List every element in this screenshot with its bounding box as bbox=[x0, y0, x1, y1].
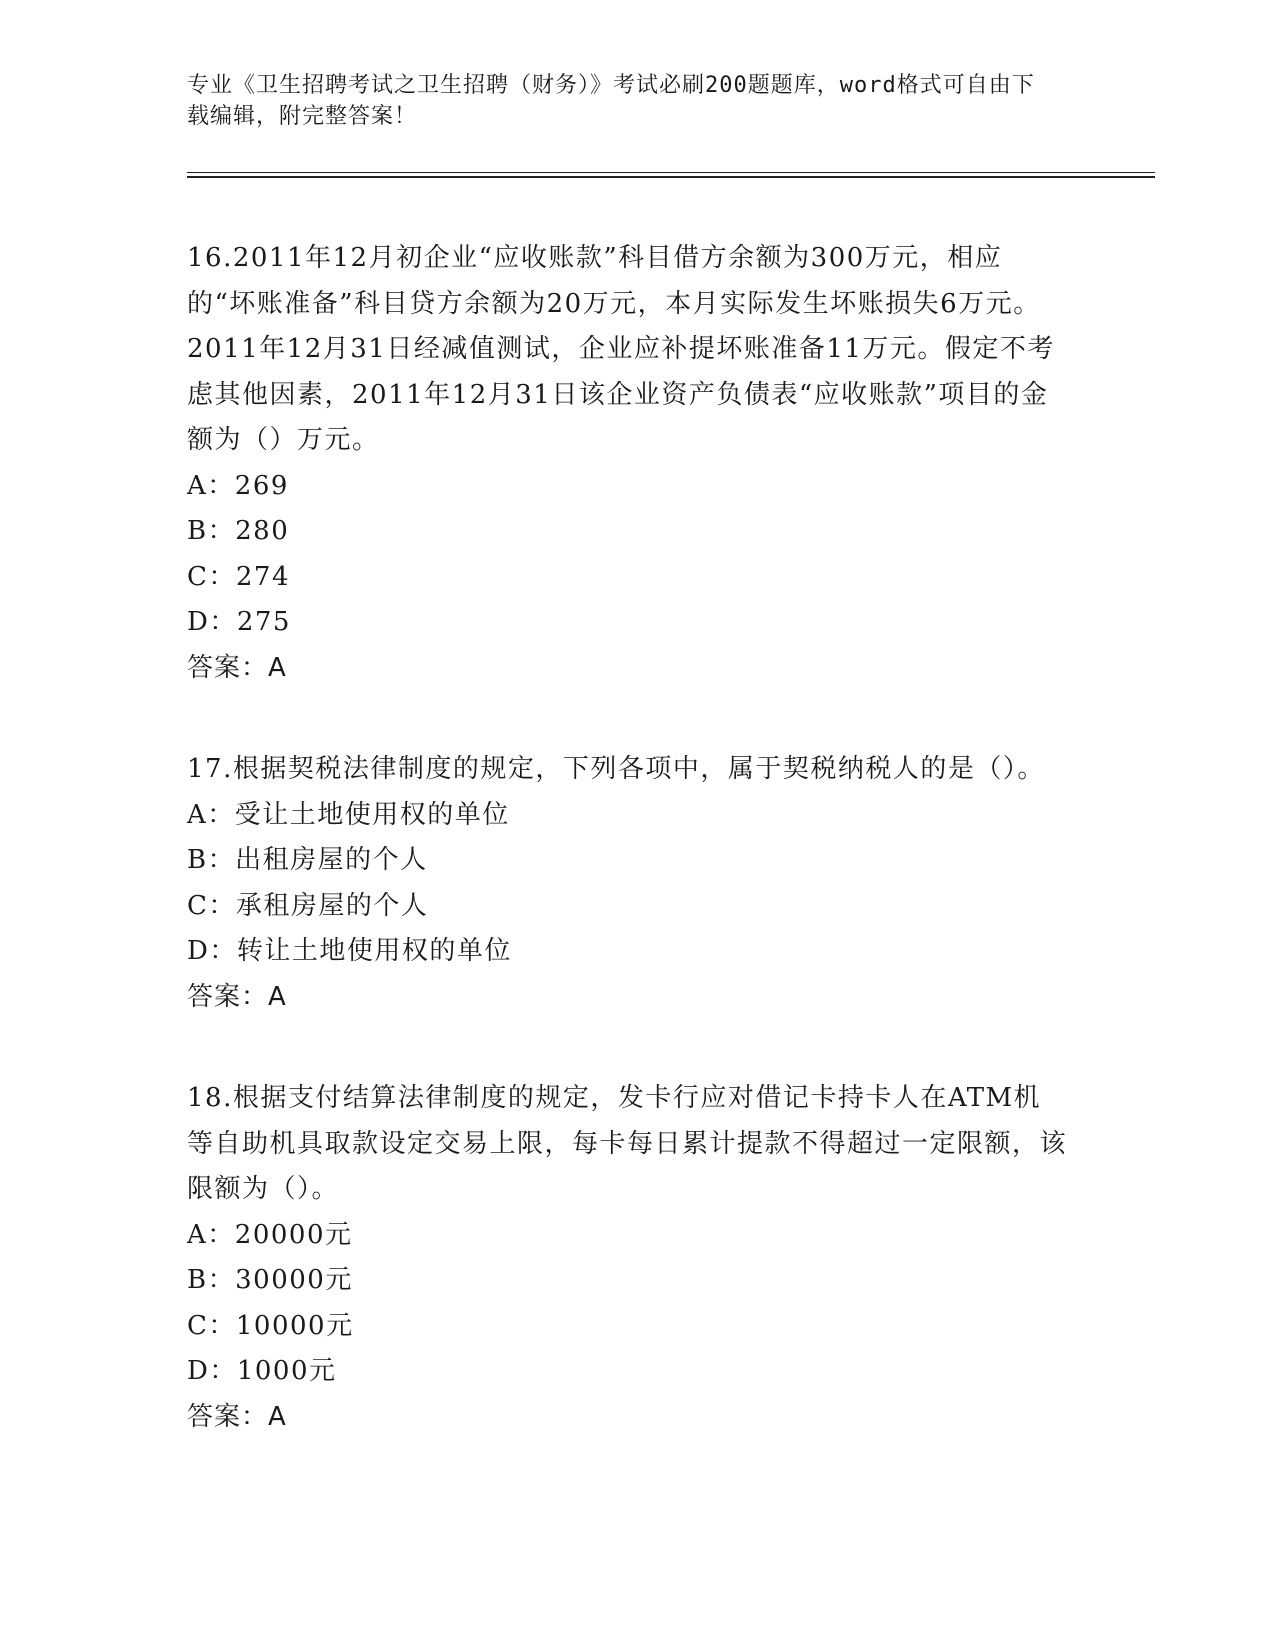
header-divider bbox=[187, 172, 1155, 180]
option-a: A：20000元 bbox=[187, 1219, 353, 1250]
question-stem: 18.根据支付结算法律制度的规定，发卡行应对借记卡持卡人在ATM机等自助机具取款设定交易上限，每卡每日累计提款不得超过一定限额，该限额为（）。 bbox=[187, 1083, 1068, 1204]
document-page bbox=[187, 70, 1097, 1440]
question-16 bbox=[187, 236, 1097, 691]
option-d: D：转让土地使用权的单位 bbox=[187, 936, 512, 966]
option-b: B：280 bbox=[187, 516, 290, 546]
divider-line-thin bbox=[187, 172, 1155, 173]
question-stem: 16.2011年12月初企业“应收账款”科目借方余额为300万元，相应的“坏账准备”科目贷方余额为20万元，本月实际发生坏账损失6万元。2011年12月31日经减值测试，企业应补提坏账准备11万元。假定不考虑其他因素，2011年12月31日该企业资产负债表“应收账款”项目的金额为（）万元。 bbox=[187, 243, 1055, 455]
answer: 答案：A bbox=[187, 981, 287, 1012]
divider-line-thick bbox=[187, 176, 1155, 178]
option-b: B：30000元 bbox=[187, 1265, 353, 1295]
question-17 bbox=[187, 747, 1097, 1020]
option-a: A：269 bbox=[187, 470, 289, 501]
option-d: D：1000元 bbox=[187, 1356, 337, 1386]
option-c: C：274 bbox=[187, 561, 291, 592]
option-a: A：受让土地使用权的单位 bbox=[187, 799, 510, 830]
option-d: D：275 bbox=[187, 607, 291, 637]
question-stem: 17.根据契税法律制度的规定，下列各项中，属于契税纳税人的是（）。 bbox=[187, 754, 1045, 784]
option-b: B：出租房屋的个人 bbox=[187, 845, 428, 875]
answer: 答案：A bbox=[187, 1401, 287, 1432]
document-header: 专业《卫生招聘考试之卫生招聘（财务）》考试必刷200题题库，word格式可自由下载编辑，附完整答案！ bbox=[187, 73, 1035, 129]
option-c: C：10000元 bbox=[187, 1310, 354, 1341]
answer: 答案：A bbox=[187, 652, 287, 683]
option-c: C：承租房屋的个人 bbox=[187, 890, 429, 921]
question-18 bbox=[187, 1076, 1097, 1440]
